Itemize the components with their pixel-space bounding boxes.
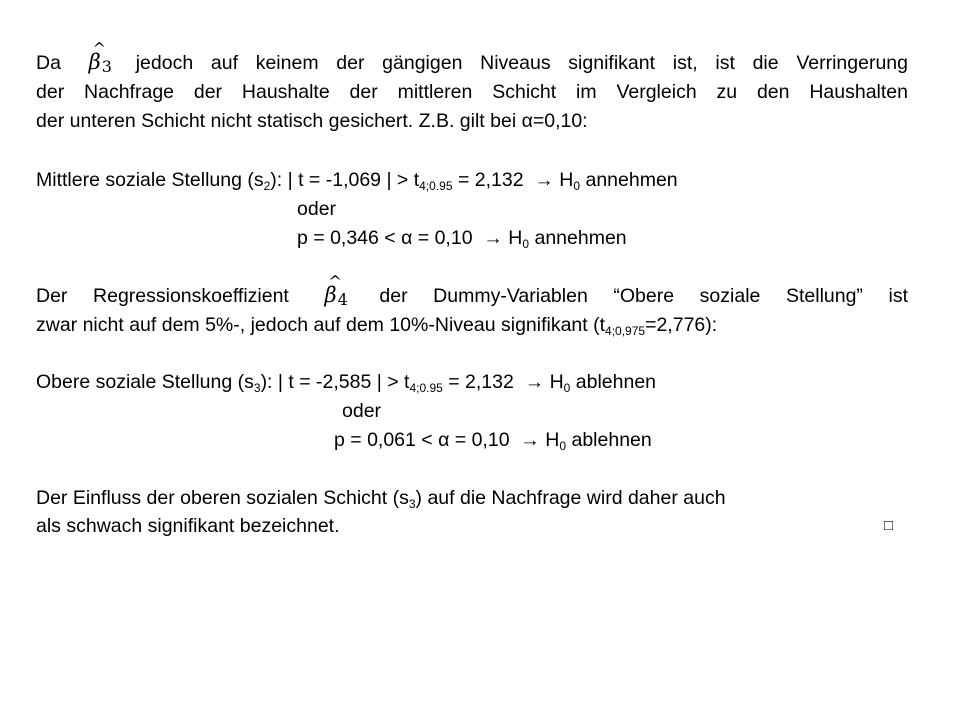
s3-text: ): | t = -2,585 | > t (260, 371, 410, 393)
s3-p-text: ablehnen (566, 429, 652, 451)
s3-p-text: p = 0,061 < α = 0,10 (334, 429, 521, 451)
s2-text: H (553, 169, 574, 191)
s2-test-line (36, 168, 678, 192)
beta3-hat-symbol (88, 39, 112, 79)
s2-p-text: p = 0,346 < α = 0,10 (297, 227, 484, 249)
p2-line-2 (36, 313, 717, 337)
beta-letter: β (324, 283, 337, 307)
s3-p-line (334, 428, 652, 452)
p2-text: =2,776): (645, 314, 718, 336)
s2-text: = 2,132 (452, 169, 535, 191)
p2-line-1 (36, 272, 909, 312)
h-subscript: 0 (563, 381, 571, 395)
p3-line-1 (36, 486, 726, 510)
arrow-icon: → (483, 227, 503, 249)
p3-line-2: als schwach signifikant bezeichnet. (36, 515, 340, 537)
p3-text: ) auf die Nachfrage wird daher auch (415, 487, 726, 509)
p1-line-2: der Nachfrage der Haushalte der mittleren Schicht im Vergleich zu den Haushalten (36, 81, 908, 103)
beta-index: 4 (337, 290, 348, 309)
s2-p-text: H (502, 227, 523, 249)
s3-text: Obere soziale Stellung (s (36, 371, 254, 393)
s2-p-line (297, 226, 627, 250)
p2-text: zwar nicht auf dem 5%-, jedoch auf dem 10%-Niveau signifikant (t (36, 314, 606, 336)
p1-line-3: der unteren Schicht nicht statisch gesichert. Z.B. gilt bei α=0,10: (36, 110, 588, 132)
hat-accent: ^ (92, 39, 107, 58)
s3-p-text: H (539, 429, 560, 451)
h-subscript: 0 (522, 237, 530, 251)
arrow-icon: → (520, 429, 540, 451)
s2-text: Mittlere soziale Stellung (s (36, 169, 264, 191)
s3-test-line (36, 370, 656, 394)
beta-letter: β (88, 50, 101, 74)
p1-text: jedoch auf keinem der gängigen Niveaus signifikant ist, ist die Verringerung (135, 52, 908, 74)
s2-subscript: 2 (263, 179, 271, 193)
t-subscript: 4;0,975 (605, 324, 646, 338)
p2-text: der Dummy-Variablen “Obere soziale Stellung” ist (379, 285, 909, 307)
hat-accent: ^ (328, 272, 342, 291)
arrow-icon: → (524, 371, 545, 393)
s3-text: = 2,132 (442, 371, 525, 393)
s2-oder: oder (297, 198, 337, 220)
s3-subscript: 3 (408, 497, 416, 511)
qed-square-icon: □ (884, 517, 894, 534)
p1-text: Da (36, 52, 61, 74)
s3-oder: oder (342, 400, 382, 422)
p2-text: Der Regressionskoeffizient (36, 285, 289, 307)
p3-text: Der Einfluss der oberen sozialen Schicht (s (36, 487, 409, 509)
t-subscript: 4;0.95 (419, 179, 453, 193)
beta4-hat-symbol (324, 272, 348, 312)
s3-text: ablehnen (570, 371, 657, 393)
s3-subscript: 3 (253, 381, 261, 395)
beta-index: 3 (101, 57, 112, 76)
s3-text: H (544, 371, 564, 393)
s2-text: ): | t = -1,069 | > t (270, 169, 420, 191)
s2-p-text: annehmen (529, 227, 627, 249)
t-subscript: 4;0.95 (409, 381, 443, 395)
arrow-icon: → (534, 169, 554, 191)
s2-text: annehmen (580, 169, 678, 191)
h-subscript: 0 (559, 439, 567, 453)
h-subscript: 0 (573, 179, 581, 193)
p1-line-1 (36, 39, 908, 79)
